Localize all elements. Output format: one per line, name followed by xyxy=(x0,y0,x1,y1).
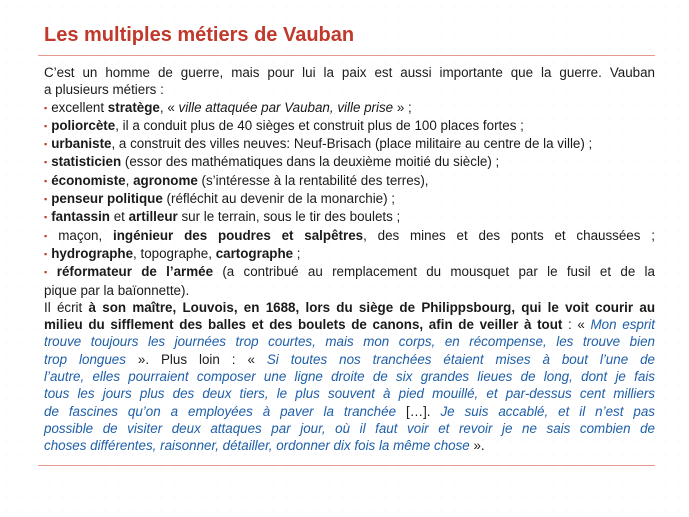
bullet-icon: ▪ xyxy=(44,267,53,278)
bullet-icon: ▪ xyxy=(44,175,48,186)
list-item: ▪ économiste, agronome (s’intéresse à la rentabilité des terres), xyxy=(44,172,429,188)
bottom-divider xyxy=(38,465,655,466)
slide-body xyxy=(44,64,655,455)
closing-line: milieu du sifflement des balles et des boulets de canons, afin de veiller à tout : « Mon esprit xyxy=(44,317,655,333)
bullet-icon: ▪ xyxy=(44,212,48,223)
list-item: ▪ réformateur de l’armée (a contribué au remplacement du mousquet par le fusil et de la xyxy=(44,264,655,280)
quote-line: possible de visiter deux attaques par jour, où il faut voir et revoir je ne sais combien de xyxy=(44,420,655,436)
bullet-icon: ▪ xyxy=(44,230,55,241)
list-item: ▪ hydrographe, topographe, cartographe ; xyxy=(44,245,301,261)
quote-line: choses différentes, raisonner, détailler, ordonner dix fois la même chose ». xyxy=(44,438,485,454)
list-item: ▪ statisticien (essor des mathématiques dans la deuxième moitié du siècle) ; xyxy=(44,154,500,170)
quote-line: l’autre, elles pourraient composer une ligne droite de six grandes lieues de long, dont je fais xyxy=(44,369,655,385)
quote-line: trop longues ». Plus loin : « Si toutes nos tranchées étaient mises à bout l’une de xyxy=(44,351,655,367)
list-item-continuation: pique par la baïonnette). xyxy=(44,282,190,298)
bullet-icon: ▪ xyxy=(44,120,48,131)
quote-line: de fascines qu’on a employées à paver la tranchée […]. Je suis accablé, et il n’est pas xyxy=(44,403,655,419)
list-item: ▪ excellent stratège, « ville attaquée par Vauban, ville prise » ; xyxy=(44,99,412,115)
bullet-icon: ▪ xyxy=(44,248,48,259)
list-item: ▪ urbaniste, a construit des villes neuves: Neuf-Brisach (place militaire au centre de la ville) ; xyxy=(44,136,593,152)
list-item: ▪ fantassin et artilleur sur le terrain, sous le tir des boulets ; xyxy=(44,209,401,225)
list-item: ▪ penseur politique (réfléchit au devenir de la monarchie) ; xyxy=(44,191,396,207)
closing-line: Il écrit à son maître, Louvois, en 1688, lors du siège de Philippsbourg, qui le voit courir au xyxy=(44,299,655,315)
bullet-icon: ▪ xyxy=(44,139,48,150)
intro-line-2: a plusieurs métiers : xyxy=(44,82,164,98)
list-item: ▪ poliorcète, il a conduit plus de 40 sièges et construit plus de 100 places fortes ; xyxy=(44,117,524,133)
bullet-icon: ▪ xyxy=(44,157,48,168)
bullet-icon: ▪ xyxy=(44,194,48,205)
title-divider xyxy=(38,55,655,56)
intro-line-1: C’est un homme de guerre, mais pour lui la paix est aussi importante que la guerre. Vauban xyxy=(44,65,655,80)
list-item: ▪ maçon, ingénieur des poudres et salpêtres, des mines et des ponts et chaussées ; xyxy=(44,227,655,243)
slide-title: Les multiples métiers de Vauban xyxy=(44,24,355,46)
bullet-icon: ▪ xyxy=(44,102,48,113)
quote-line: trouve toujours les journées trop courtes, mais mon corps, en récompense, les trouve bien xyxy=(44,334,655,350)
quote-line: tous les jours plus des deux tiers, le plus souvent à pied mouillé, et par-dessus cent milliers xyxy=(44,386,655,402)
